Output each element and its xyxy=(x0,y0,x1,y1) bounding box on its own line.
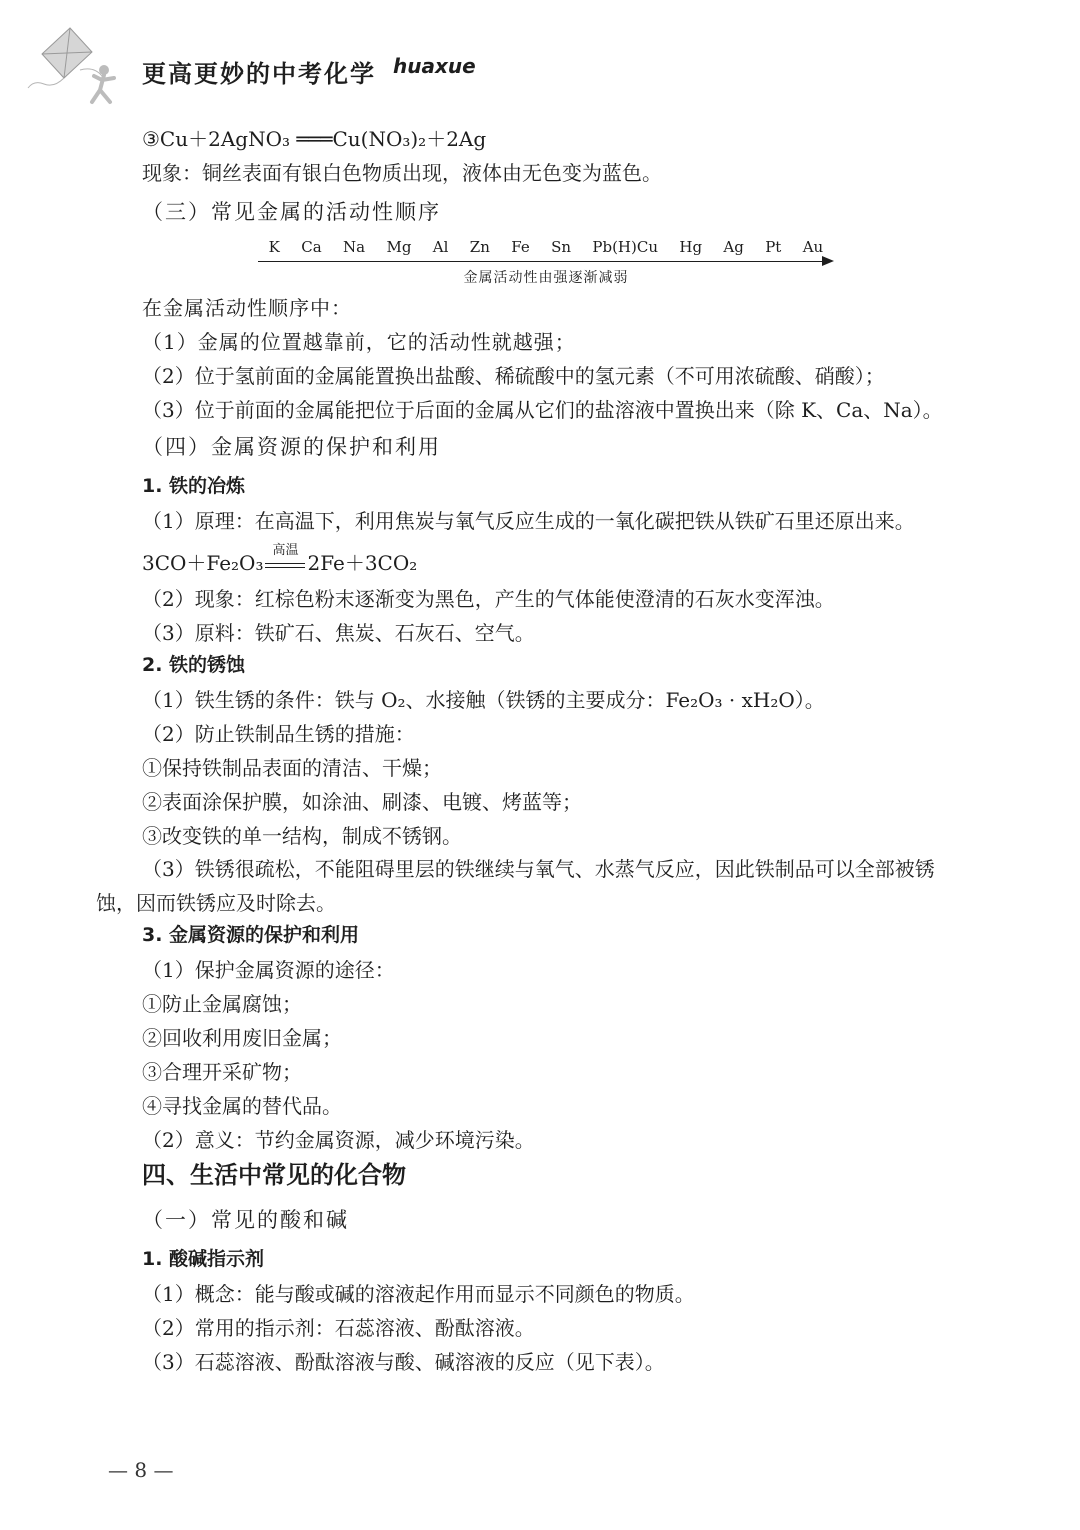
text-line: （2）位于氢前面的金属能置换出盐酸、稀硫酸中的氢元素（不可用浓硫酸、硝酸）； xyxy=(142,364,885,388)
equation-condition: 高温 xyxy=(272,542,299,558)
text-line: （1）原理：在高温下，利用焦炭与氧气反应生成的一氧化碳把铁从铁矿石里还原出来。 xyxy=(142,509,915,533)
text-line: （2）现象：红棕色粉末逐渐变为黑色，产生的气体能使澄清的石灰水变浑浊。 xyxy=(142,587,835,611)
metal-symbol: Au xyxy=(802,238,824,256)
section-heading: （四）金属资源的保护和利用 xyxy=(142,435,441,459)
page-number: — 8 — xyxy=(108,1458,174,1482)
activity-arrow-line xyxy=(258,261,824,262)
reaction-equation-copper: ③Cu＋2AgNO₃ ═══Cu(NO₃)₂＋2Ag xyxy=(142,127,487,151)
equation-left: 3CO＋Fe₂O₃ xyxy=(142,551,264,575)
metal-symbol: Ca xyxy=(301,238,322,256)
metal-list xyxy=(258,238,834,256)
metal-symbol: Sn xyxy=(551,238,572,256)
list-item: ①保持铁制品表面的清洁、干燥； xyxy=(142,756,442,780)
text-line: （1）金属的位置越靠前，它的活动性就越强； xyxy=(142,330,576,354)
metal-symbol: Fe xyxy=(511,238,530,256)
section-heading: （一）常见的酸和碱 xyxy=(142,1208,349,1232)
text-line: （2）意义：节约金属资源，减少环境污染。 xyxy=(142,1128,535,1152)
list-item: ②回收利用废旧金属； xyxy=(142,1026,342,1050)
kite-child-icon xyxy=(20,26,130,116)
arrow-right-icon xyxy=(822,256,834,266)
list-item: ③合理开采矿物； xyxy=(142,1060,302,1084)
text-line: 现象：铜丝表面有银白色物质出现，液体由无色变为蓝色。 xyxy=(142,161,662,185)
equation-double-bar xyxy=(263,542,307,575)
text-line: （3）原料：铁矿石、焦炭、石灰石、空气。 xyxy=(142,621,535,645)
metal-symbol: Hg xyxy=(679,238,703,256)
subsection-heading: 2. 铁的锈蚀 xyxy=(142,654,246,676)
page-header xyxy=(20,26,720,116)
metal-symbol: Na xyxy=(343,238,366,256)
text-line: （3）铁锈很疏松，不能阻碍里层的铁继续与氧气、水蒸气反应，因此铁制品可以全部被锈 xyxy=(142,857,935,881)
text-line: （3）石蕊溶液、酚酞溶液与酸、碱溶液的反应（见下表）。 xyxy=(142,1350,665,1374)
equation-right: 2Fe＋3CO₂ xyxy=(307,551,418,575)
metal-activity-series xyxy=(258,238,834,286)
list-item: ③改变铁的单一结构，制成不锈钢。 xyxy=(142,824,462,848)
list-item: ②表面涂保护膜，如涂油、刷漆、电镀、烤蓝等； xyxy=(142,790,582,814)
metal-symbol: Zn xyxy=(469,238,490,256)
book-title: 更高更妙的中考化学 xyxy=(142,60,376,88)
text-line: （1）铁生锈的条件：铁与 O₂、水接触（铁锈的主要成分：Fe₂O₃ · xH₂O）。 xyxy=(142,688,825,712)
metal-symbol: Mg xyxy=(386,238,412,256)
subsection-heading: 1. 酸碱指示剂 xyxy=(142,1248,265,1270)
text-line: （3）位于前面的金属能把位于后面的金属从它们的盐溶液中置换出来（除 K、Ca、Na）。 xyxy=(142,398,943,422)
section-heading: （三）常见金属的活动性顺序 xyxy=(142,200,441,224)
activity-caption: 金属活动性由强逐渐减弱 xyxy=(463,270,629,286)
subsection-heading: 1. 铁的冶炼 xyxy=(142,475,246,497)
metal-symbol: Ag xyxy=(723,238,744,256)
list-item: ④寻找金属的替代品。 xyxy=(142,1094,342,1118)
subsection-heading: 3. 金属资源的保护和利用 xyxy=(142,924,360,946)
metal-symbol: Al xyxy=(432,238,449,256)
metal-symbol: K xyxy=(268,238,280,256)
metal-symbol: Pb(H)Cu xyxy=(592,238,658,256)
text-line: 蚀，因而铁锈应及时除去。 xyxy=(96,891,336,915)
text-line: （1）保护金属资源的途径： xyxy=(142,958,395,982)
book-subtitle: huaxue xyxy=(393,54,476,78)
text-line: （2）防止铁制品生锈的措施： xyxy=(142,722,415,746)
text-line: （1）概念：能与酸或碱的溶液起作用而显示不同颜色的物质。 xyxy=(142,1282,695,1306)
reaction-equation-iron xyxy=(142,542,418,575)
chapter-heading: 四、生活中常见的化合物 xyxy=(142,1161,406,1189)
text-line: 在金属活动性顺序中： xyxy=(142,296,352,320)
list-item: ①防止金属腐蚀； xyxy=(142,992,302,1016)
metal-symbol: Pt xyxy=(765,238,782,256)
text-line: （2）常用的指示剂：石蕊溶液、酚酞溶液。 xyxy=(142,1316,535,1340)
